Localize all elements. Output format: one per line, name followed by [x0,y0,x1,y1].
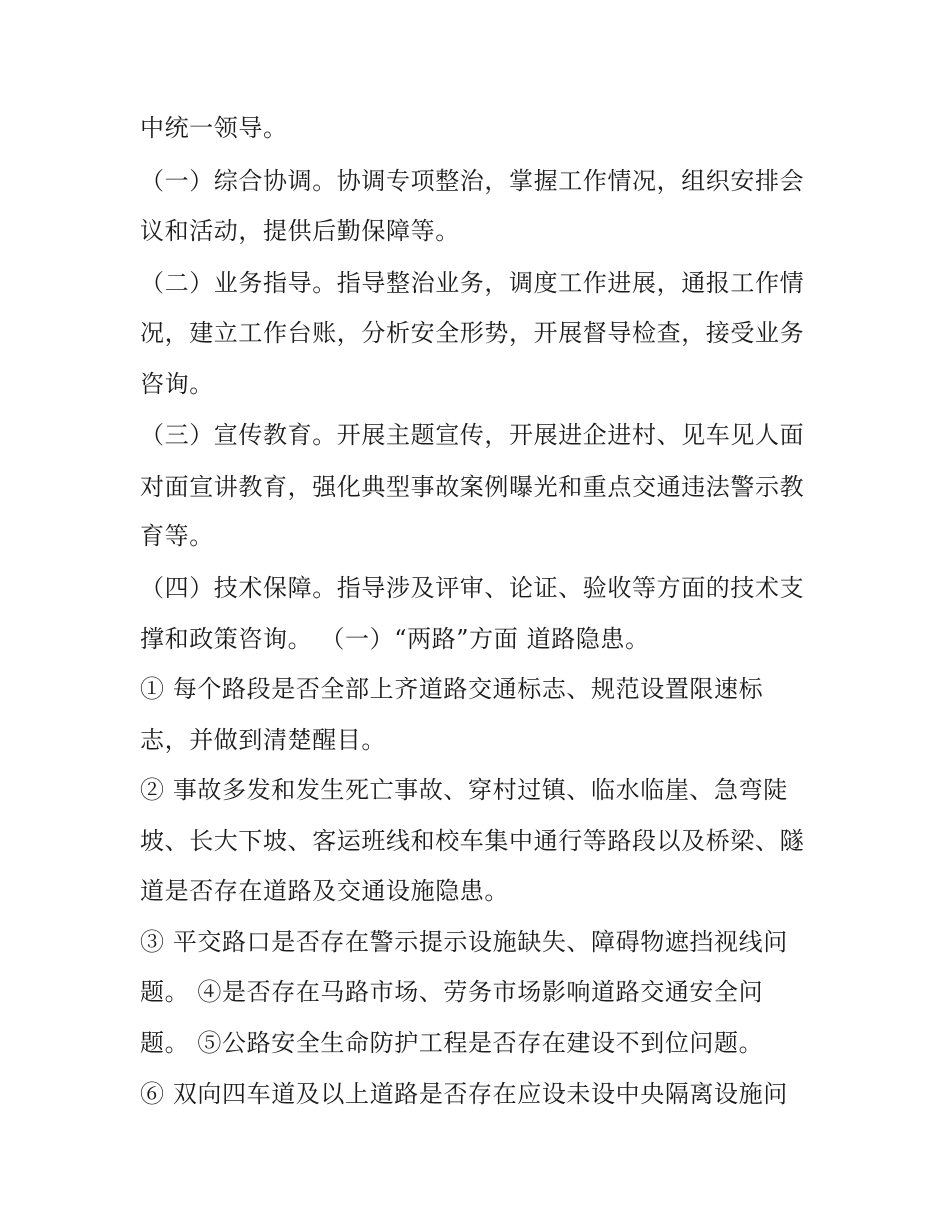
text-line: ⑥ 双向四车道及以上道路是否存在应设未设中央隔离设施问 [140,1080,788,1108]
text-line: ③ 平交路口是否存在警示提示设施缺失、障碍物遮挡视线问 [140,928,788,956]
text-line: 志，并做到清楚醒目。 [140,726,386,754]
text-line: 育等。 [140,522,214,550]
text-line: 中统一领导。 [140,114,288,142]
text-line: ② 事故多发和发生死亡事故、穿村过镇、临水临崖、急弯陡 [140,776,788,804]
text-line: 议和活动，提供后勤保障等。 [140,217,460,245]
text-line: 题。 ④是否存在马路市场、劳务市场影响道路交通安全问 [140,978,764,1006]
text-line: 坡、长大下坡、客运班线和校车集中通行等路段以及桥梁、隧 [140,827,805,855]
text-line: （一）综合协调。协调专项整治，掌握工作情况，组织安排会 [140,167,805,195]
text-line: （四）技术保障。指导涉及评审、论证、验收等方面的技术支 [140,574,805,602]
text-line: 题。 ⑤公路安全生命防护工程是否存在建设不到位问题。 [140,1029,764,1057]
text-line: 咨询。 [140,370,214,398]
text-line: （三）宣传教育。开展主题宣传，开展进企进村、见车见人面 [140,421,805,449]
text-line: ① 每个路段是否全部上齐道路交通标志、规范设置限速标 [140,675,764,703]
text-line: 对面宣讲教育，强化典型事故案例曝光和重点交通违法警示教 [140,473,805,501]
text-line: 道是否存在道路及交通设施隐患。 [140,877,509,905]
text-line: 况，建立工作台账，分析安全形势，开展督导检查，接受业务 [140,319,805,347]
text-line: 撑和政策咨询。 （一）“两路”方面 道路隐患。 [140,625,650,653]
text-line: （二）业务指导。指导整治业务，调度工作进展，通报工作情 [140,269,805,297]
